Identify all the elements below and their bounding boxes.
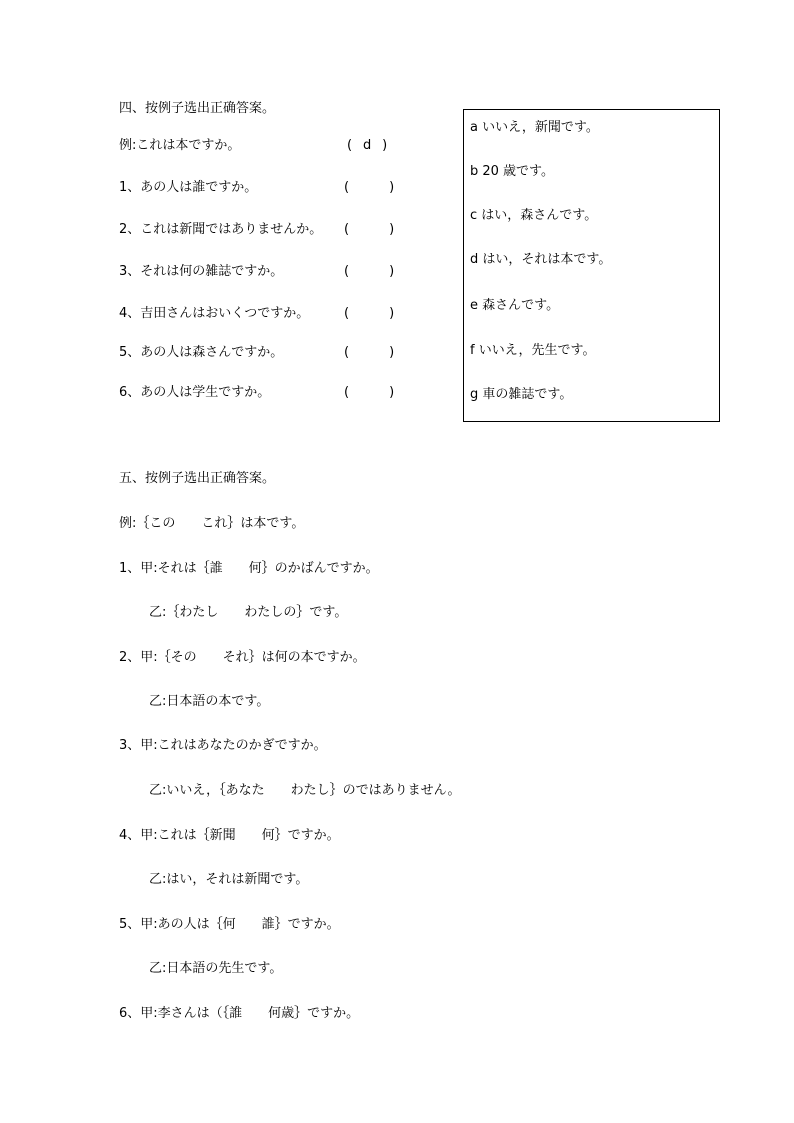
item-3-b <box>149 783 460 799</box>
paren-open: ( <box>344 306 350 321</box>
paren-close: ) <box>389 306 395 321</box>
choice-2: これ｝は本です。 <box>201 516 305 531</box>
question-4 <box>119 306 309 322</box>
question-text: それは何の雑誌ですか。 <box>140 264 284 279</box>
choice-1: 5、甲:あの人は｛何 <box>119 917 236 932</box>
choice-2: わたし｝のではありません。 <box>290 783 461 798</box>
item-2-b <box>149 694 269 710</box>
item-1-b <box>149 605 347 621</box>
option-a: a いいえ，新聞です。 <box>470 120 599 135</box>
paren-open: ( <box>344 222 350 237</box>
choice-2: 何｝ですか。 <box>261 828 340 843</box>
choice-1: 2、甲:｛その <box>119 650 197 665</box>
item-5-b <box>149 961 282 977</box>
paren-open: ( <box>347 138 353 153</box>
question-text: これは新聞ではありませんか。 <box>140 222 323 237</box>
question-5 <box>119 345 283 361</box>
paren-close: ) <box>382 138 388 153</box>
paren-close: ) <box>389 345 395 360</box>
line-text: 乙:はい，それは新聞です。 <box>149 872 309 887</box>
option-d: d はい，それは本です。 <box>470 252 612 267</box>
option-f: f いいえ，先生です。 <box>470 343 596 358</box>
item-2-a <box>119 650 366 666</box>
paren-open: ( <box>344 345 350 360</box>
item-4-a <box>119 828 340 844</box>
choice-2: わたしの｝です。 <box>244 605 348 620</box>
choice-1: 4、甲:これは｛新聞 <box>119 828 236 843</box>
question-number: 6、 <box>119 385 141 400</box>
option-g: g 車の雑誌です。 <box>470 387 573 402</box>
question-text: あの人は誰ですか。 <box>140 180 258 195</box>
paren-open: ( <box>344 385 350 400</box>
item-1-a <box>119 561 379 577</box>
answer-blank-1[interactable] <box>344 180 394 196</box>
choice-2: それ｝は何の本ですか。 <box>222 650 366 665</box>
line-text: 乙:日本語の先生です。 <box>149 961 283 976</box>
paren-close: ) <box>389 264 395 279</box>
example-question: 例:これは本ですか。 <box>119 138 241 153</box>
question-1 <box>119 180 257 196</box>
question-number: 5、 <box>119 345 141 360</box>
choice-1: 乙:いいえ，｛あなた <box>149 783 265 798</box>
answer-blank-5[interactable] <box>344 345 394 361</box>
answer-blank-2[interactable] <box>344 222 394 238</box>
paren-close: ) <box>389 222 395 237</box>
line-text: 乙:日本語の本です。 <box>149 694 270 709</box>
question-text: 吉田さんはおいくつですか。 <box>140 306 310 321</box>
question-number: 3、 <box>119 264 141 279</box>
paren-close: ) <box>389 385 395 400</box>
answer-blank-6[interactable] <box>344 385 394 401</box>
choice-2: 誰｝ですか。 <box>261 917 340 932</box>
line-text: 3、甲:これはあなたのかぎですか。 <box>119 738 327 753</box>
item-6-a <box>119 1006 359 1022</box>
section4-title: 四、按例子选出正确答案。 <box>119 101 276 116</box>
answer-blank-3[interactable] <box>344 264 394 280</box>
option-b: b 20 歳です。 <box>470 164 555 179</box>
question-6 <box>119 385 270 401</box>
question-text: あの人は学生ですか。 <box>140 385 271 400</box>
choice-1: 乙:｛わたし <box>149 605 219 620</box>
option-e: e 森さんです。 <box>470 298 560 313</box>
example-answer: d <box>362 138 372 153</box>
item-3-a <box>119 738 327 754</box>
question-text: あの人は森さんですか。 <box>140 345 284 360</box>
options-box <box>463 109 720 422</box>
item-4-b <box>149 872 308 888</box>
choice-1: 6、甲:李さんは（｛誰 <box>119 1006 243 1021</box>
example-answer-paren <box>347 138 387 154</box>
paren-open: ( <box>344 180 350 195</box>
question-3 <box>119 264 283 280</box>
item-5-a <box>119 917 340 933</box>
answer-blank-4[interactable] <box>344 306 394 322</box>
paren-close: ) <box>389 180 395 195</box>
question-number: 4、 <box>119 306 141 321</box>
question-number: 2、 <box>119 222 141 237</box>
section5-title: 五、按例子选出正确答案。 <box>119 471 276 486</box>
choice-2: 何｝のかばんですか。 <box>248 561 379 576</box>
option-c: c はい，森さんです。 <box>470 208 598 223</box>
question-2 <box>119 222 322 238</box>
paren-open: ( <box>344 264 350 279</box>
choice-1: 1、甲:それは｛誰 <box>119 561 223 576</box>
section5-example <box>119 516 304 532</box>
choice-2: 何歳｝ですか。 <box>268 1006 360 1021</box>
question-number: 1、 <box>119 180 141 195</box>
choice-1: 例:｛この <box>119 516 176 531</box>
